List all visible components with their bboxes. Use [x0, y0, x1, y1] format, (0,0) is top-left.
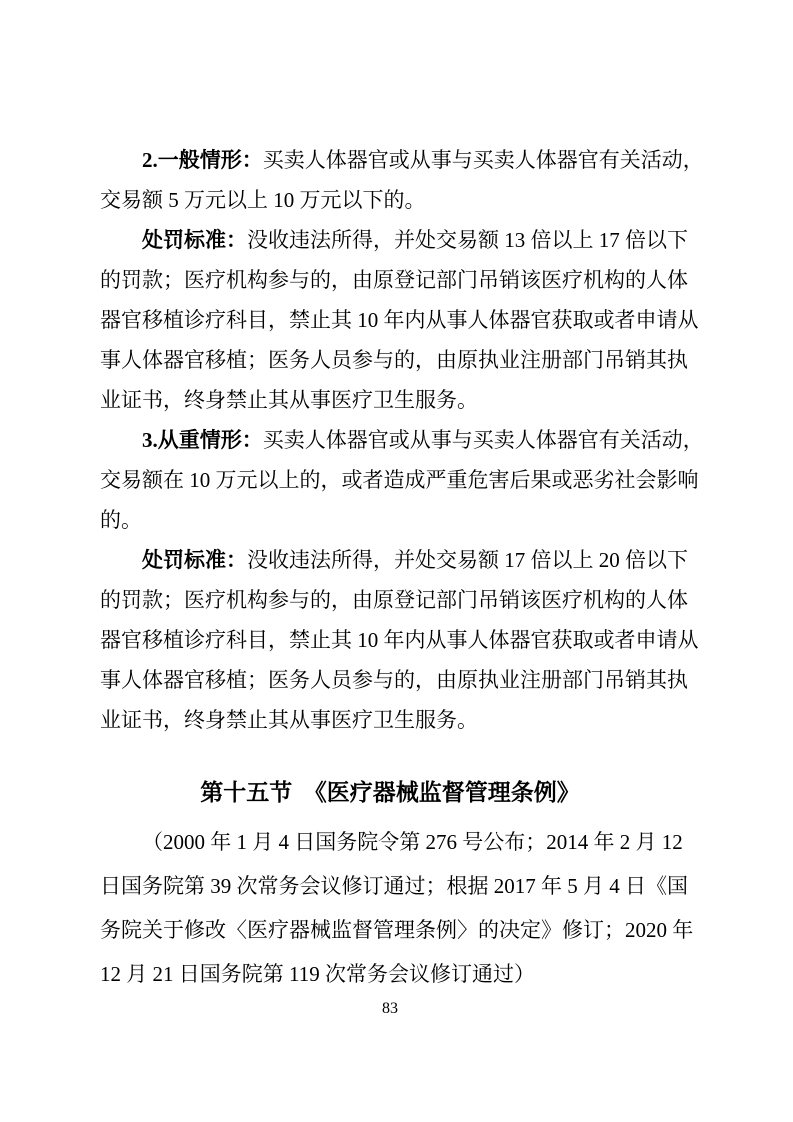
- paragraph-text: 买卖人体器官或从事与买卖人体器官有关活动，: [262, 428, 704, 452]
- paragraph-line: 事人体器官移植；医务人员参与的，由原执业注册部门吊销其执: [100, 668, 688, 692]
- paragraph-text: 买卖人体器官或从事与买卖人体器官有关活动，: [262, 148, 704, 172]
- paragraph-line: 日国务院第 39 次常务会议修订通过；根据 2017 年 5 月 4 日《国: [100, 874, 688, 898]
- paragraph-line: （2000 年 1 月 4 日国务院令第 276 号公布；2014 年 2 月 12: [142, 830, 683, 854]
- paragraph-line: 12 月 21 日国务院第 119 次常务会议修订通过）: [100, 962, 535, 986]
- paragraph-penalty-standard-2: [100, 540, 699, 740]
- paragraph-line: 的罚款；医疗机构参与的，由原登记部门吊销该医疗机构的人体: [100, 268, 688, 292]
- content-column: [100, 140, 704, 996]
- paragraph-line: 的罚款；医疗机构参与的，由原登记部门吊销该医疗机构的人体: [100, 588, 688, 612]
- paragraph-penalty-standard-1: [100, 220, 699, 420]
- paragraph-line: 交易额在 10 万元以上的，或者造成严重危害后果或恶劣社会影响: [100, 468, 699, 492]
- paragraph-line: 交易额 5 万元以上 10 万元以下的。: [100, 188, 426, 212]
- paragraph-line: [100, 220, 688, 260]
- paragraph-text: 没收违法所得，并处交易额 17 倍以上 20 倍以下: [247, 548, 688, 572]
- run-in-label: 2.一般情形：: [142, 148, 263, 172]
- paragraph-line: [100, 420, 704, 460]
- paragraph-aggravated-case: [100, 420, 704, 540]
- run-in-label: 处罚标准：: [142, 548, 247, 572]
- paragraph-line: 器官移植诊疗科目，禁止其 10 年内从事人体器官获取或者申请从: [100, 308, 699, 332]
- paragraph-line: 业证书，终身禁止其从事医疗卫生服务。: [100, 388, 478, 412]
- run-in-label: 处罚标准：: [142, 228, 247, 252]
- paragraph-line: 器官移植诊疗科目，禁止其 10 年内从事人体器官获取或者申请从: [100, 628, 699, 652]
- promulgation-paragraph: [100, 820, 694, 996]
- paragraph-line: [100, 140, 704, 180]
- paragraph-general-case: [100, 140, 704, 220]
- paragraph-line: [100, 540, 688, 580]
- paragraph-line: 的。: [100, 508, 142, 532]
- paragraph-text: 没收违法所得，并处交易额 13 倍以上 17 倍以下: [247, 228, 688, 252]
- paragraph-line: 事人体器官移植；医务人员参与的，由原执业注册部门吊销其执: [100, 348, 688, 372]
- paragraph-line: 业证书，终身禁止其从事医疗卫生服务。: [100, 708, 478, 732]
- page-number: 83: [382, 1000, 398, 1017]
- section-heading: 第十五节 《医疗器械监督管理条例》: [200, 779, 580, 805]
- paragraph-line: 务院关于修改〈医疗器械监督管理条例〉的决定》修订；2020 年: [100, 918, 694, 942]
- run-in-label: 3.从重情形：: [142, 428, 263, 452]
